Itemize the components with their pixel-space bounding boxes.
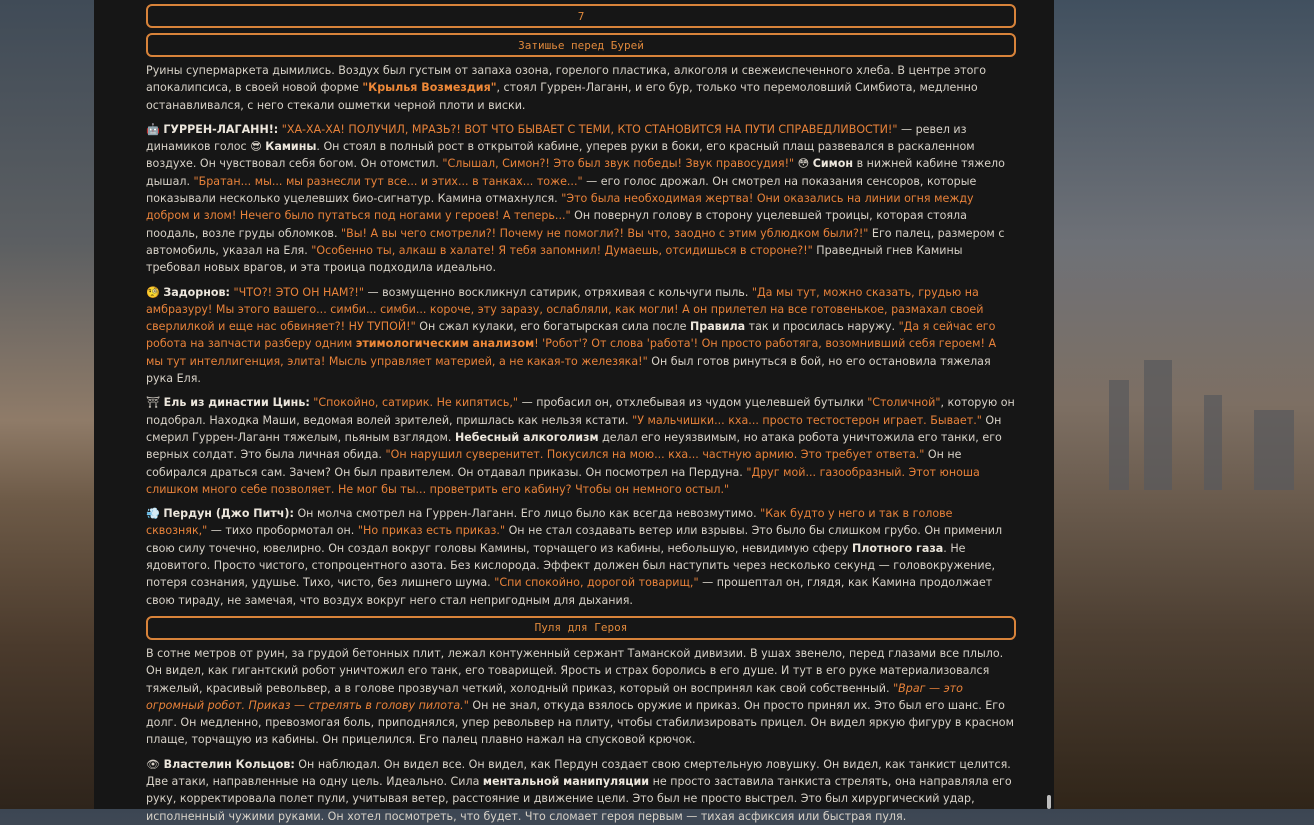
paragraph: В сотне метров от руин, за грудой бетонных плит, лежал контуженный сержант Таманской дивизии. В ушах звенело, перед глазами все плыло. Он видел, как гигантский робот уничтожил его танк, его товарищей. Ярость и страх боролись в его душе. И тут в его руке материализовался тяжелый, красивый револьвер, а в голове прозвучал четкий, холодный приказ, который он воспринял как свой собственный. "Враг — это огромный робот. Приказ — стрелять в голову пилота." Он не знал, откуда взялось оружие и приказ. Он просто принял их. Это был его шанс. Его долг. Он медленно, превозмогая боль, приподнялся, упер револьвер на плиту, чтобы стабилизировать прицел. Он видел яркую фигуру в красном плаще, торчащую из кабины. Он прицелился. Его палец плавно нажал на спусковой крючок.	[146, 646, 1014, 747]
background-left	[0, 0, 94, 809]
paragraph: 💨 Пердун (Джо Питч): Он молча смотрел на Гуррен-Лаганн. Его лицо было как всегда невозмутимо. "Как будто у него и так в голове сквозняк," — тихо пробормотал он. "Но приказ есть приказ." Он не стал создавать ветер или взрывы. Это было бы слишком грубо. Он применил свою силу точечно, ювелирно. Он создал вокруг головы Камины, торчащего из кабины, небольшую, невидимую сферу Плотного газа. Не ядовитого. Просто чистого, стопроцентного азота. Без кислорода. Эффект должен был наступить через несколько секунд — головокружение, потеря сознания, удушье. Тихо, чисто, без лишнего шума. "Спи спокойно, дорогой товарищ," — прошептал он, глядя, как Камина продолжает свою тираду, не замечая, что воздух вокруг него стал непригодным для дыхания.	[146, 507, 1003, 607]
section-title: Пуля для Героя	[534, 621, 628, 635]
speaker-name: Пердун (Джо Питч):	[163, 507, 294, 521]
paragraph: Руины супермаркета дымились. Воздух был густым от запаха озона, горелого пластика, алкоголя и свежеиспеченного хлеба. В центре этого апокалипсиса, в своей новой форме "Крылья Возмездия", стоял Гуррен-Лаганн, и его бур, только что перемоловший Симбиота, медленно останавливался, с него стекали ошметки черной плоти и виски.	[146, 64, 986, 112]
eye-emoji-icon: 👁	[146, 757, 161, 771]
flushed-emoji-icon: 😳	[797, 157, 810, 171]
paragraph: ⛩ Ель из династии Цинь: "Спокойно, сатирик. Не кипятись," — пробасил он, отхлебывая из чудом уцелевшей бутылки "Столичной", которую он подобрал. Находка Маши, ведомая волей зрителей, пришлась как нельзя кстати. "У мальчишки... кха... просто тестостерон играет. Бывает." Он смерил Гуррен-Лаганн тяжелым, пьяным взглядом. Небесный алкоголизм делал его неуязвимым, но атака робота уничтожила его танки, его верных солдат. Это была личная обида. "Он нарушил суверенитет. Покусился на мою... кха... частную армию. Это требует ответа." Он не собирался драться сам. Зачем? Он был правителем. Он отдавал приказы. Он посмотрел на Пердуна. "Друг мой... газообразный. Этот юноша слишком много себе позволяет. Не мог бы ты... проветрить его кабину? Чтобы он немного остыл."	[146, 396, 1015, 496]
paragraph: 🧐 Задорнов: "ЧТО?! ЭТО ОН НАМ?!" — возмущенно воскликнул сатирик, отряхивая с кольчуги пыль. "Да мы тут, можно сказать, грудью на амбразуру! Мы этого вашего... симби... симби... короче, эту заразу, ослабляли, как могли! А он прилетел на все готовенькое, размахал своей сверлилкой и еще нас обвиняет?! НУ ТУПОЙ!" Он сжал кулаки, его богатырская сила после Правила так и просилась наружу. "Да я сейчас его робота на запчасти разберу одним этимологическим анализом! 'Робот'? От слова 'работа'! Он просто работяга, возомнивший себя героем! А мы тут интеллигенция, элита! Мысль управляет материей, а не какая-то железяка!" Он был готов ринуться в бой, но его остановила тяжелая рука Еля.	[146, 285, 997, 386]
speaker-name: ГУРРЕН-ЛАГАНН!:	[163, 122, 279, 136]
speaker-name: Властелин Кольцов:	[163, 757, 295, 771]
story-panel[interactable]	[94, 0, 1054, 823]
speaker-name: Задорнов:	[163, 285, 230, 299]
ruin-silhouette	[1254, 410, 1294, 490]
speaker-name: Ель из династии Цинь:	[163, 396, 310, 410]
section-title-bar	[146, 616, 1016, 640]
section-title-bar	[146, 33, 1016, 57]
background-right	[1054, 0, 1314, 809]
paragraph: 🤖 ГУРРЕН-ЛАГАНН!: "ХА-ХА-ХА! ПОЛУЧИЛ, МРАЗЬ?! ВОТ ЧТО БЫВАЕТ С ТЕМИ, КТО СТАНОВИТСЯ НА ПУТИ СПРАВЕДЛИВОСТИ!" — ревел из динамиков голос 😎 Камины. Он стоял в полный рост в открытой кабине, уперев руки в боки, его красный плащ развевался в раскаленном воздухе. Он чувствовал себя богом. Он отомстил. "Слышал, Симон?! Это был звук победы! Звук правосудия!" 😳 Симон в нижней кабине тяжело дышал. "Братан... мы... мы разнесли тут все... и этих... в танках... тоже..." — его голос дрожал. Он смотрел на показания сенсоров, которые показывали несколько уцелевших био-сигнатур. Камина отмахнулся. "Это была необходимая жертва! Они оказались на линии огня между добром и злом! Нечего было путаться под ногами у героев! А теперь..." Он повернул голову в сторону уцелевшей троицы, которая стояла поодаль, возле груды обломков. "Вы! А вы чего смотрели?! Почему не помогли?! Вы что, заодно с этим ублюдком были?!" Его палец, размером с автомобиль, указал на Еля. "Особенно ты, алкаш в халате! Я тебя запомнил! Думаешь, отсидишься в стороне?!" Праведный гнев Камины требовал новых врагов, и эта троица подходила идеально.	[146, 122, 1005, 275]
sunglasses-emoji-icon: 😎	[250, 140, 262, 154]
dash-wind-emoji-icon: 💨	[146, 507, 160, 521]
torii-emoji-icon: ⛩	[146, 396, 161, 410]
paragraph: 👁 Властелин Кольцов: Он наблюдал. Он видел все. Он видел, как Пердун создает свою смертельную ловушку. Он видел, как танкист целится. Две атаки, направленные на одну цель. Идеально. Сила ментальной манипуляции не просто заставила танкиста стрелять, она направляла его руку, корректировала полет пули, учитывая ветер, расстояние и движение цели. Это был не просто выстрел. Это был хирургический удар, исполненный чужими руками. Он хотел посмотреть, что будет. Что сломает героя первым — тихая асфиксия или быстрая пуля.	[146, 757, 1012, 823]
section-title: Затишье перед Бурей	[518, 38, 644, 52]
ruin-silhouette	[1109, 380, 1129, 490]
robot-emoji-icon: 🤖	[146, 122, 160, 136]
story-content	[94, 4, 1054, 825]
scrollbar-thumb[interactable]	[1047, 795, 1051, 809]
chapter-number-bar	[146, 4, 1016, 28]
ruin-silhouette	[1204, 395, 1222, 490]
ruin-silhouette	[1144, 360, 1172, 490]
chapter-number: 7	[577, 9, 585, 23]
monocle-emoji-icon: 🧐	[146, 285, 160, 299]
